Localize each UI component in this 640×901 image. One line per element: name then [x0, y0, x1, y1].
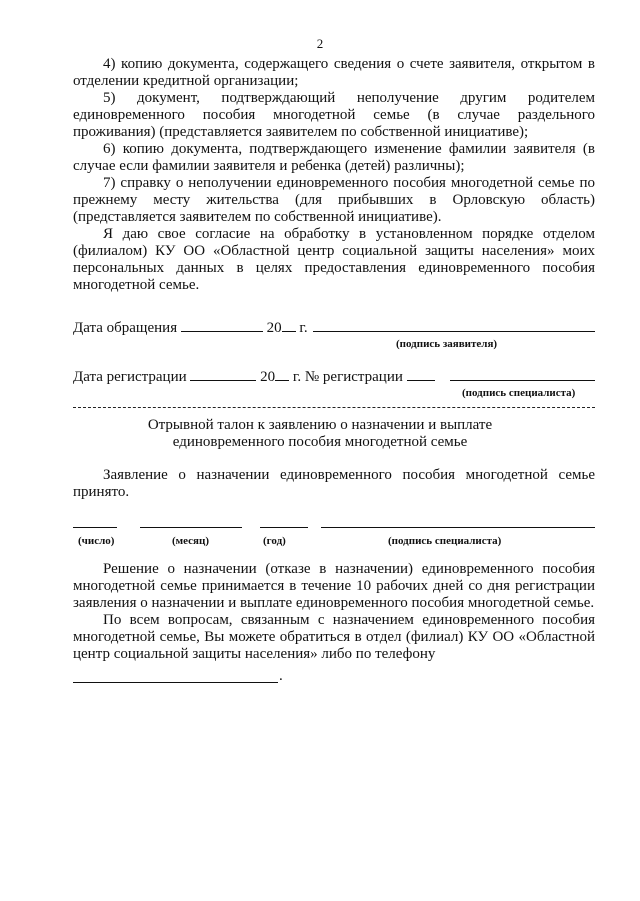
application-year-field[interactable]: [282, 318, 296, 332]
item-5: 5) документ, подтверждающий неполучение другим родителем единовременного пособия многодетной семье (в случае раздельного проживания) (представляется заявителем по собственной инициативе);: [73, 90, 595, 140]
tear-off-line: [73, 407, 595, 408]
registration-date-label: Дата регистрации: [73, 369, 187, 385]
consent-paragraph: Я даю свое согласие на обработку в установленном порядке отделом (филиалом) КУ ОО «Областной центр социальной защиты населения» моих персональных данных в целях предоставления единовременного пособия многодетной семье.: [73, 226, 595, 293]
registration-date-row: [73, 367, 435, 386]
slip-title-line1: Отрывной талон к заявлению о назначении и выплате: [147, 417, 493, 433]
application-date-label: Дата обращения: [73, 320, 178, 336]
day-caption: (число): [78, 535, 115, 547]
year-caption: (год): [263, 535, 286, 547]
page-number: 2: [316, 36, 324, 51]
slip-title-line2: единовременного пособия многодетной семье: [172, 434, 468, 450]
slip-info-block: [73, 561, 595, 663]
slip-signature-line[interactable]: [321, 527, 595, 528]
registration-number-label: № регистрации: [304, 369, 403, 385]
phone-line[interactable]: [73, 682, 278, 683]
contact-paragraph: [73, 612, 595, 663]
registration-year-prefix: 20: [260, 369, 276, 385]
slip-accepted-block: [73, 467, 595, 501]
month-line[interactable]: [140, 527, 242, 528]
registration-date-field[interactable]: [190, 367, 256, 381]
registration-year-suffix: г.: [292, 369, 302, 385]
day-line[interactable]: [73, 527, 117, 528]
application-date-row: [73, 318, 308, 337]
item-4: 4) копию документа, содержащего сведения о счете заявителя, открытом в отделении кредитной организации;: [73, 56, 595, 89]
specialist-signature-caption: (подпись специалиста): [462, 387, 576, 399]
decision-paragraph: Решение о назначении (отказе в назначении) единовременного пособия многодетной семье принимается в течение 10 рабочих дней со дня регистрации заявления о назначении и выплате единовременного пособия многодетной семье.: [73, 561, 595, 611]
registration-year-field[interactable]: [275, 367, 289, 381]
application-date-field[interactable]: [181, 318, 263, 332]
item-7: 7) справку о неполучении единовременного пособия многодетной семье по прежнему месту жительства (для прибывших в Орловскую область) (представляется заявителем по собственной инициативе).: [73, 175, 595, 225]
item-6: 6) копию документа, подтверждающего изменение фамилии заявителя (в случае если фамилии заявителя и ребенка (детей) различны);: [73, 141, 595, 174]
slip-signature-caption: (подпись специалиста): [388, 535, 502, 547]
applicant-signature-line[interactable]: [313, 331, 595, 332]
registration-number-field[interactable]: [407, 367, 435, 381]
contact-end: .: [279, 668, 283, 684]
application-year-suffix: г.: [299, 320, 308, 336]
slip-accepted-text: Заявление о назначении единовременного пособия многодетной семье принято.: [73, 467, 595, 500]
applicant-signature-caption: (подпись заявителя): [396, 338, 498, 350]
specialist-signature-line[interactable]: [450, 380, 595, 381]
year-line[interactable]: [260, 527, 308, 528]
contact-text: По всем вопросам, связанным с назначением единовременного пособия многодетной семье, Вы можете обратиться в отдел (филиал) КУ ОО «Областной центр социальной защиты населения» либо по телефону: [73, 612, 595, 662]
month-caption: (месяц): [172, 535, 210, 547]
item-list: [73, 56, 595, 294]
application-year-prefix: 20: [266, 320, 282, 336]
